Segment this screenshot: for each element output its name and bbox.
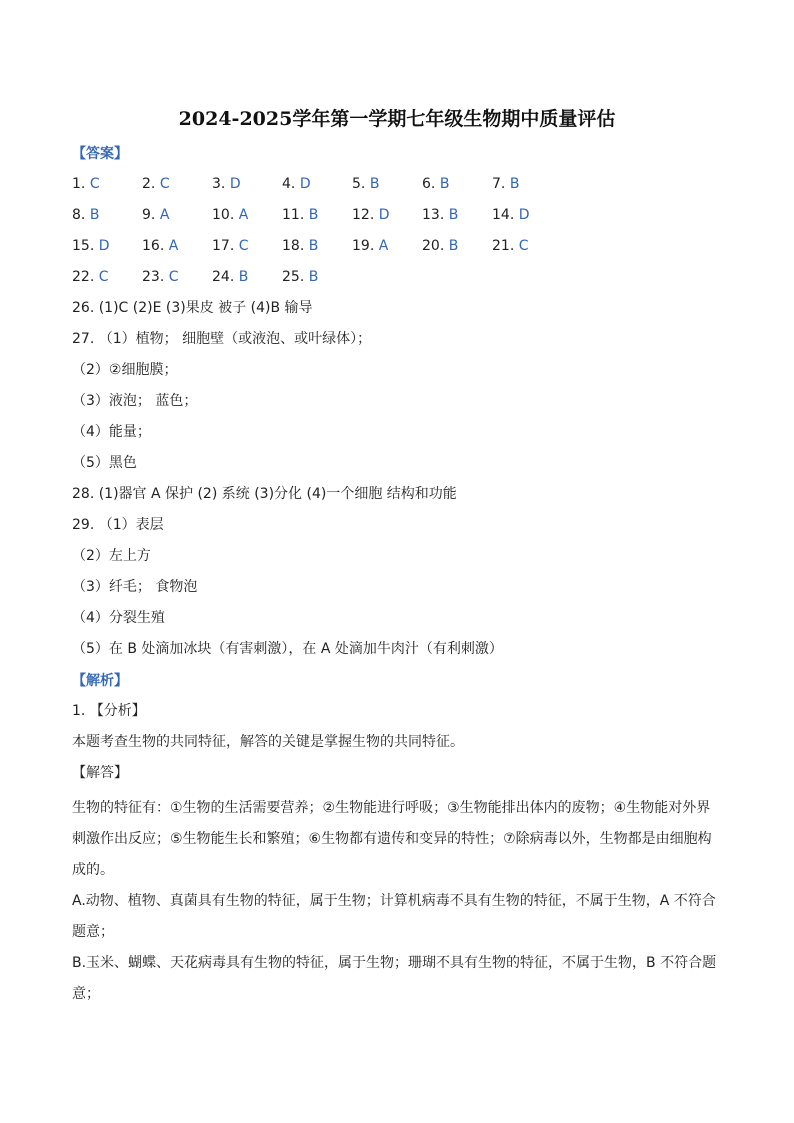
answer-number: 21. [492,238,515,254]
answer-letter: B [308,207,319,223]
answer-letter: B [238,269,249,285]
answer-line: （2）②细胞膜； [72,362,178,378]
solution-paragraph-2 [72,886,722,948]
answer-letter: B [439,176,450,192]
answer-line: （3）液泡； 蓝色； [72,393,198,409]
answer-letter: B [448,238,459,254]
answer-letter: C [168,269,179,285]
analysis-summary: 本题考查生物的共同特征，解答的关键是掌握生物的共同特征。 [72,734,464,750]
answer-letter: A [168,238,179,254]
answer-line: 27. （1）植物； 细胞壁（或液泡、或叶绿体）； [72,331,372,347]
answer-cell [212,235,282,266]
solution-paragraph-3 [72,948,722,1010]
answer-line: （4）能量； [72,424,151,440]
answer-heading: 【答案】 [72,146,128,162]
answer-number: 12. [352,207,375,223]
answer-cell [142,204,212,235]
answer-number: 5. [352,176,366,192]
answer-cell [492,173,562,204]
answer-cell [282,266,352,297]
answer-number: 25. [282,269,305,285]
answer-cell [142,173,212,204]
answer-number: 4. [282,176,296,192]
answer-letter: B [308,269,319,285]
answer-number: 9. [142,207,156,223]
answer-number: 11. [282,207,305,223]
document-body [72,142,722,1010]
answer-letter: B [89,207,100,223]
answer-number: 3. [212,176,226,192]
answer-cell [492,204,562,235]
answer-line: （5）黑色 [72,455,137,471]
answer-cell [282,235,352,266]
text-line: 题意； [72,924,114,940]
answer-line: （3）纤毛； 食物泡 [72,579,198,595]
answer-letter: C [89,176,100,192]
answer-letter: D [378,207,390,223]
answer-cell [352,204,422,235]
answer-line: 26. (1)C (2)E (3)果皮 被子 (4)B 输导 [72,300,313,316]
answer-number: 22. [72,269,95,285]
answer-letter: D [299,176,311,192]
answer-letter: B [448,207,459,223]
answer-letter: B [369,176,380,192]
answer-line: 28. (1)器官 A 保护 (2) 系统 (3)分化 (4)一个细胞 结构和功能 [72,486,457,502]
answer-letter: A [159,207,170,223]
answer-number: 6. [422,176,436,192]
answer-cell [72,235,142,266]
answer-number: 24. [212,269,235,285]
answer-cell [212,266,282,297]
answer-cell [422,173,492,204]
answer-letter: B [308,238,319,254]
answer-number: 7. [492,176,506,192]
text-line: 生物的特征有：①生物的生活需要营养；②生物能进行呼吸；③生物能排出体内的废物；④生物能对外界 [72,800,711,816]
answer-cell [212,173,282,204]
answer-line: （4）分裂生殖 [72,610,165,626]
answer-letter: D [229,176,241,192]
answer-cell [72,266,142,297]
answer-number: 20. [422,238,445,254]
answer-number: 19. [352,238,375,254]
answer-number: 10. [212,207,235,223]
answer-letter: C [98,269,109,285]
answer-number: 23. [142,269,165,285]
answer-letter: B [509,176,520,192]
analysis-item-label: 1. 【分析】 [72,703,146,719]
answer-line: （5）在 B 处滴加冰块（有害刺激），在 A 处滴加牛肉汁（有利刺激） [72,641,503,657]
answer-number: 13. [422,207,445,223]
answer-cell [352,173,422,204]
answer-number: 1. [72,176,86,192]
answer-cell [352,235,422,266]
answer-cell [212,204,282,235]
answer-cell [142,235,212,266]
answer-number: 8. [72,207,86,223]
multiple-choice-answers [72,173,722,297]
answer-letter: A [378,238,389,254]
answer-number: 14. [492,207,515,223]
text-line: B.玉米、蝴蝶、天花病毒具有生物的特征，属于生物；珊瑚不具有生物的特征，不属于生物，B 不符合题 [72,955,717,971]
answer-number: 18. [282,238,305,254]
answer-letter: D [518,207,530,223]
document-title: 2024-2025学年第一学期七年级生物期中质量评估 [178,108,616,130]
answer-line: （2）左上方 [72,548,151,564]
answer-number: 2. [142,176,156,192]
answer-cell [142,266,212,297]
answer-cell [72,204,142,235]
text-line: 成的。 [72,862,114,878]
answer-letter: A [238,207,249,223]
text-line: 意； [72,986,100,1002]
answer-letter: C [159,176,170,192]
answer-line: 29. （1）表层 [72,517,164,533]
text-line: A.动物、植物、真菌具有生物的特征，属于生物；计算机病毒不具有生物的特征，不属于生物，A 不符合 [72,893,716,909]
answer-cell [282,173,352,204]
answer-cell [282,204,352,235]
answer-letter: C [238,238,249,254]
answer-letter: D [98,238,110,254]
analysis-heading: 【解析】 [72,673,128,689]
answer-letter: C [518,238,529,254]
solution-label: 【解答】 [72,765,128,781]
answer-cell [422,204,492,235]
answer-number: 16. [142,238,165,254]
answer-cell [422,235,492,266]
answer-number: 17. [212,238,235,254]
answer-lines [72,297,722,669]
answer-cell [72,173,142,204]
text-line: 刺激作出反应；⑤生物能生长和繁殖；⑥生物都有遗传和变异的特性；⑦除病毒以外，生物都是由细胞构 [72,831,712,847]
solution-paragraph-1 [72,793,722,886]
answer-number: 15. [72,238,95,254]
answer-cell [492,235,562,266]
